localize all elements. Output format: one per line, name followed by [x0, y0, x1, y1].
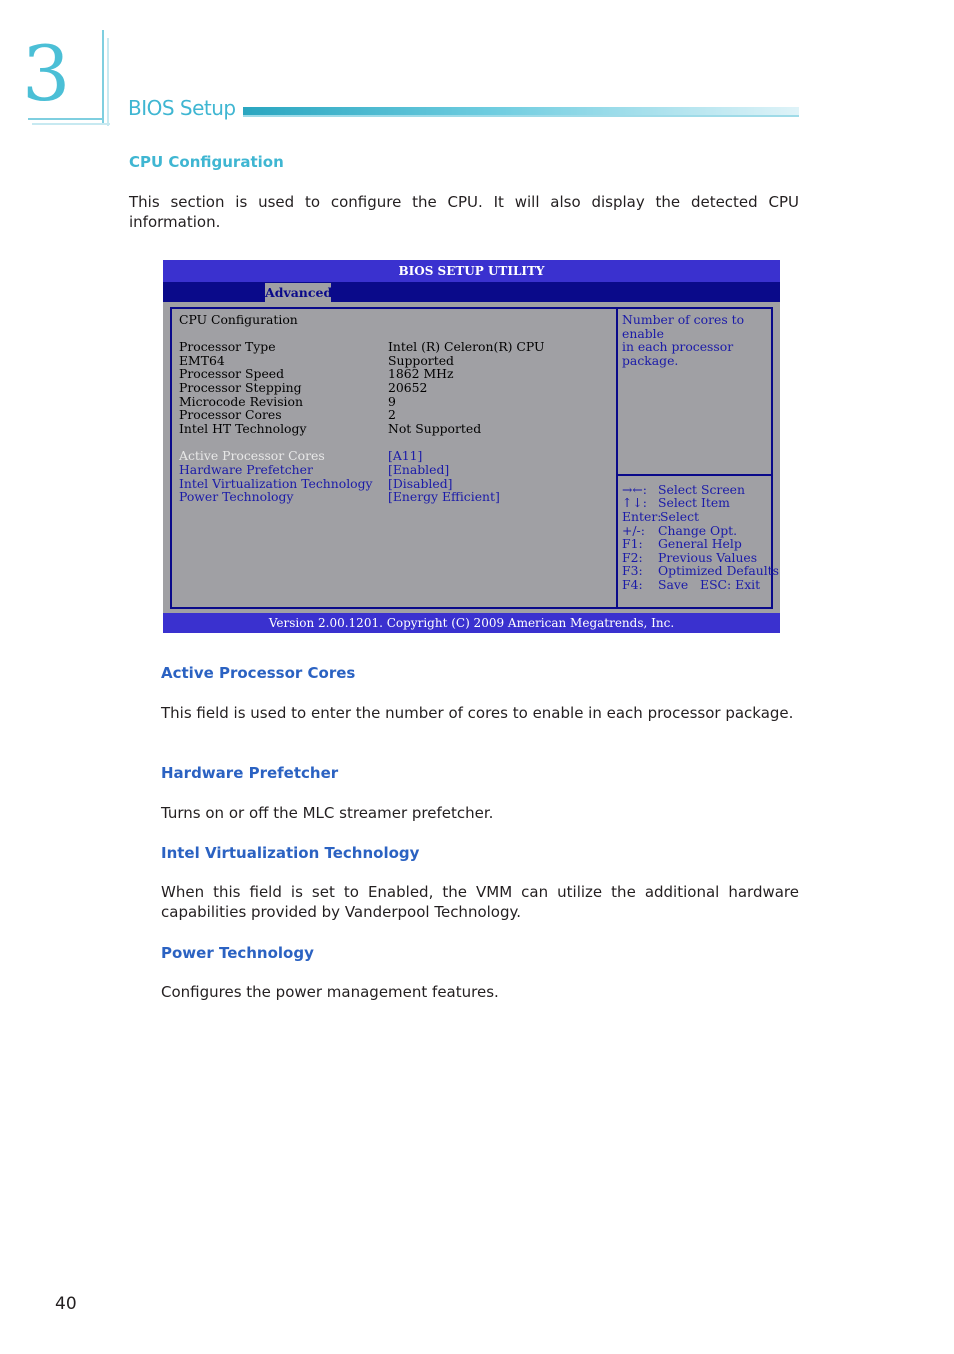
- info-label: Microcode Revision: [179, 394, 303, 409]
- info-label: Processor Stepping: [179, 380, 302, 395]
- info-value: Intel (R) Celeron(R) CPU: [388, 339, 545, 354]
- option-label: Intel Virtualization Technology: [179, 476, 373, 491]
- option-value: [A11]: [388, 448, 423, 463]
- key-label: F3:: [622, 563, 643, 578]
- chapter-number: 3: [22, 29, 71, 118]
- key-label: F2:: [622, 550, 643, 565]
- option-label: Active Processor Cores: [179, 448, 325, 463]
- page-heading: CPU Configuration: [129, 153, 284, 171]
- info-label: Processor Type: [179, 339, 276, 354]
- chapter-frame-line: [107, 38, 109, 126]
- chapter-frame-line: [32, 123, 110, 125]
- info-value: Not Supported: [388, 421, 482, 436]
- chapter-frame-line: [28, 118, 104, 120]
- key-desc: Change Opt.: [658, 523, 738, 538]
- section-heading-hardware-prefetcher: Hardware Prefetcher: [161, 764, 339, 782]
- bios-section-heading: CPU Configuration: [179, 312, 298, 327]
- section-body: This field is used to enter the number of cores to enable in each processor package.: [161, 704, 794, 722]
- title-gradient-bar: [243, 107, 799, 117]
- option-value: [Disabled]: [388, 476, 453, 491]
- key-desc: Optimized Defaults: [658, 563, 779, 578]
- section-heading-intel-virtualization: Intel Virtualization Technology: [161, 844, 420, 862]
- info-label: Processor Speed: [179, 366, 285, 381]
- section-heading-active-processor-cores: Active Processor Cores: [161, 664, 356, 682]
- bios-title-bar: BIOS SETUP UTILITY: [163, 260, 780, 282]
- help-line: in each processor package.: [622, 339, 734, 368]
- info-label: Intel HT Technology: [179, 421, 307, 436]
- section-body: When this field is set to Enabled, the VMM can utilize the additional hardware capabilities provided by Vanderpool Technology.: [161, 883, 799, 921]
- bios-footer: Version 2.00.1201. Copyright (C) 2009 American Megatrends, Inc.: [163, 613, 780, 633]
- section-heading-power-technology: Power Technology: [161, 944, 314, 962]
- intro-paragraph: This section is used to configure the CPU. It will also display the detected CPU information.: [129, 193, 799, 231]
- page-number: 40: [55, 1294, 77, 1314]
- option-label: Hardware Prefetcher: [179, 462, 313, 477]
- info-value: 20652: [388, 380, 428, 395]
- info-value: 2: [388, 407, 396, 422]
- key-desc: General Help: [658, 536, 742, 551]
- chapter-title: BIOS Setup: [128, 96, 236, 120]
- info-label: EMT64: [179, 353, 225, 368]
- key-label: Enter:: [622, 509, 662, 524]
- bios-menu-bar: [163, 282, 780, 302]
- option-value: [Enabled]: [388, 462, 450, 477]
- bios-screenshot: [163, 260, 780, 633]
- help-line: Number of cores to enable: [622, 312, 745, 341]
- bios-help-divider: [618, 474, 773, 476]
- key-label: F1:: [622, 536, 643, 551]
- option-label: Power Technology: [179, 489, 294, 504]
- key-desc: Previous Values: [658, 550, 758, 565]
- key-label: +/-:: [622, 523, 645, 538]
- key-desc: Select Item: [658, 495, 730, 510]
- option-value: [Energy Efficient]: [388, 489, 500, 504]
- section-body: Turns on or off the MLC streamer prefetcher.: [161, 804, 494, 822]
- bios-help-text: [622, 313, 774, 367]
- key-desc: Save ESC: Exit: [658, 577, 761, 592]
- tab-advanced[interactable]: Advanced: [265, 285, 333, 300]
- key-desc: Select Screen: [658, 482, 745, 497]
- key-label: F4:: [622, 577, 643, 592]
- bios-panel-divider: [616, 309, 618, 607]
- chapter-frame-line: [102, 30, 104, 124]
- info-value: 1862 MHz: [388, 366, 454, 381]
- info-value: 9: [388, 394, 396, 409]
- key-desc: Select: [660, 509, 700, 524]
- info-label: Processor Cores: [179, 407, 282, 422]
- key-label: →←:: [622, 482, 647, 497]
- key-label: ↑↓:: [622, 495, 647, 510]
- section-body: Configures the power management features.: [161, 983, 499, 1001]
- info-value: Supported: [388, 353, 454, 368]
